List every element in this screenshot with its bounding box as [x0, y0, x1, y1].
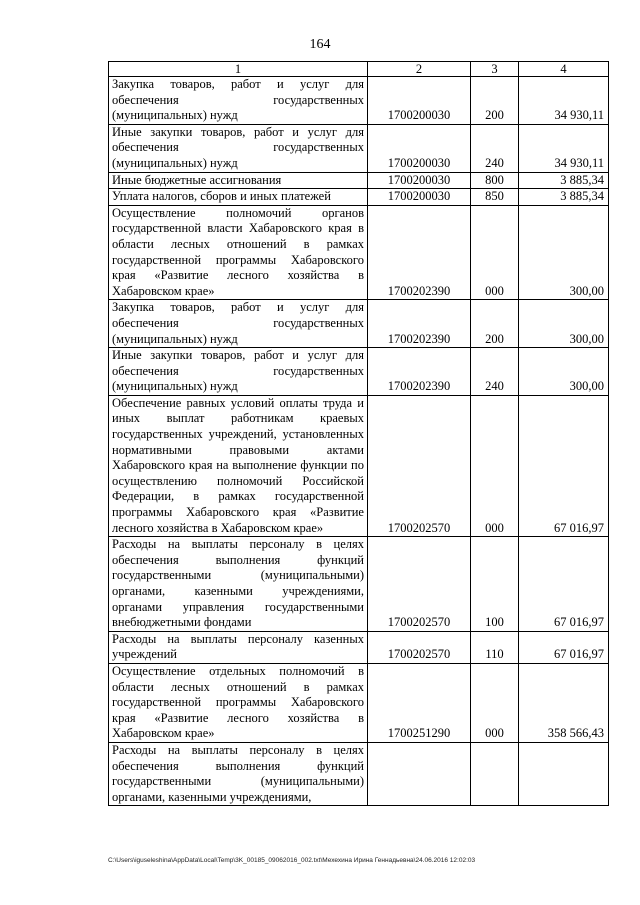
table-row [109, 124, 609, 172]
table-row [109, 189, 609, 206]
amount: 3 885,34 [519, 189, 609, 206]
expense-name: Расходы на выплаты персоналу казенных учреждений [109, 631, 368, 663]
expense-name: Осуществление отдельных полномочий в области лесных отношений в рамках государственной программы Хабаровского края «Развитие лесного хозяйства в Хабаровском крае» [109, 663, 368, 742]
expense-name: Иные закупки товаров, работ и услуг для обеспечения государственных (муниципальных) нужд [109, 348, 368, 396]
target-article-code: 1700202570 [368, 395, 471, 536]
table-row [109, 395, 609, 536]
expense-name: Расходы на выплаты персоналу в целях обеспечения выполнения функций государственными (муниципальными) органами, казенными учреждениями, [109, 742, 368, 805]
target-article-code: 1700202390 [368, 205, 471, 300]
table-row [109, 77, 609, 125]
table-row [109, 300, 609, 348]
expense-type-code: 240 [471, 348, 519, 396]
expense-type-code: 200 [471, 300, 519, 348]
expense-name: Иные закупки товаров, работ и услуг для обеспечения государственных (муниципальных) нужд [109, 124, 368, 172]
expense-name: Обеспечение равных условий оплаты труда и иных выплат работникам краевых государственных учреждений, установленных нормативными правовыми актами Хабаровского края на выполнение функции по осуществлению полномочий Российской Федерации, в рамках государственной программы Хабаровского края «Развитие лесного хозяйства в Хабаровском крае» [109, 395, 368, 536]
expense-type-code: 000 [471, 395, 519, 536]
table-row [109, 663, 609, 742]
column-header: 1 [109, 62, 368, 77]
target-article-code: 1700202390 [368, 348, 471, 396]
expense-name: Осуществление полномочий органов государственной власти Хабаровского края в области лесных отношений в рамках государственной программы Хабаровского края «Развитие лесного хозяйства в Хабаровском крае» [109, 205, 368, 300]
amount: 34 930,11 [519, 124, 609, 172]
expense-type-code: 850 [471, 189, 519, 206]
expense-name: Иные бюджетные ассигнования [109, 172, 368, 189]
expense-name: Расходы на выплаты персоналу в целях обеспечения выполнения функций государственными (муниципальными) органами, казенными учреждениями, органами управления государственными внебюджетными фондами [109, 537, 368, 632]
column-header: 2 [368, 62, 471, 77]
target-article-code: 1700251290 [368, 663, 471, 742]
expense-type-code: 100 [471, 537, 519, 632]
target-article-code [368, 742, 471, 805]
amount: 300,00 [519, 300, 609, 348]
amount [519, 742, 609, 805]
table-row [109, 742, 609, 805]
expense-name: Уплата налогов, сборов и иных платежей [109, 189, 368, 206]
target-article-code: 1700202570 [368, 631, 471, 663]
amount: 300,00 [519, 205, 609, 300]
amount: 67 016,97 [519, 395, 609, 536]
amount: 358 566,43 [519, 663, 609, 742]
table-header-row [109, 62, 609, 77]
expense-type-code: 110 [471, 631, 519, 663]
target-article-code: 1700202390 [368, 300, 471, 348]
expense-type-code: 240 [471, 124, 519, 172]
amount: 67 016,97 [519, 631, 609, 663]
expense-type-code [471, 742, 519, 805]
target-article-code: 1700200030 [368, 189, 471, 206]
amount: 67 016,97 [519, 537, 609, 632]
budget-table [108, 61, 609, 806]
expense-type-code: 000 [471, 205, 519, 300]
target-article-code: 1700200030 [368, 124, 471, 172]
amount: 34 930,11 [519, 77, 609, 125]
expense-type-code: 800 [471, 172, 519, 189]
amount: 300,00 [519, 348, 609, 396]
expense-type-code: 200 [471, 77, 519, 125]
page-number: 164 [309, 37, 331, 52]
amount: 3 885,34 [519, 172, 609, 189]
target-article-code: 1700200030 [368, 172, 471, 189]
target-article-code: 1700202570 [368, 537, 471, 632]
target-article-code: 1700200030 [368, 77, 471, 125]
table-row [109, 172, 609, 189]
expense-type-code: 000 [471, 663, 519, 742]
expense-name: Закупка товаров, работ и услуг для обеспечения государственных (муниципальных) нужд [109, 300, 368, 348]
table-row [109, 631, 609, 663]
expense-name: Закупка товаров, работ и услуг для обеспечения государственных (муниципальных) нужд [109, 77, 368, 125]
table-row [109, 205, 609, 300]
file-path-footer: C:\Users\iguseleshina\AppData\Local\Temp\3K_00185_09062016_002.txt\Мехехина Ирина Геннадьевна\24.06.2016 12:02:03 [108, 857, 476, 864]
column-header: 3 [471, 62, 519, 77]
table-row [109, 348, 609, 396]
table-row [109, 537, 609, 632]
column-header: 4 [519, 62, 609, 77]
